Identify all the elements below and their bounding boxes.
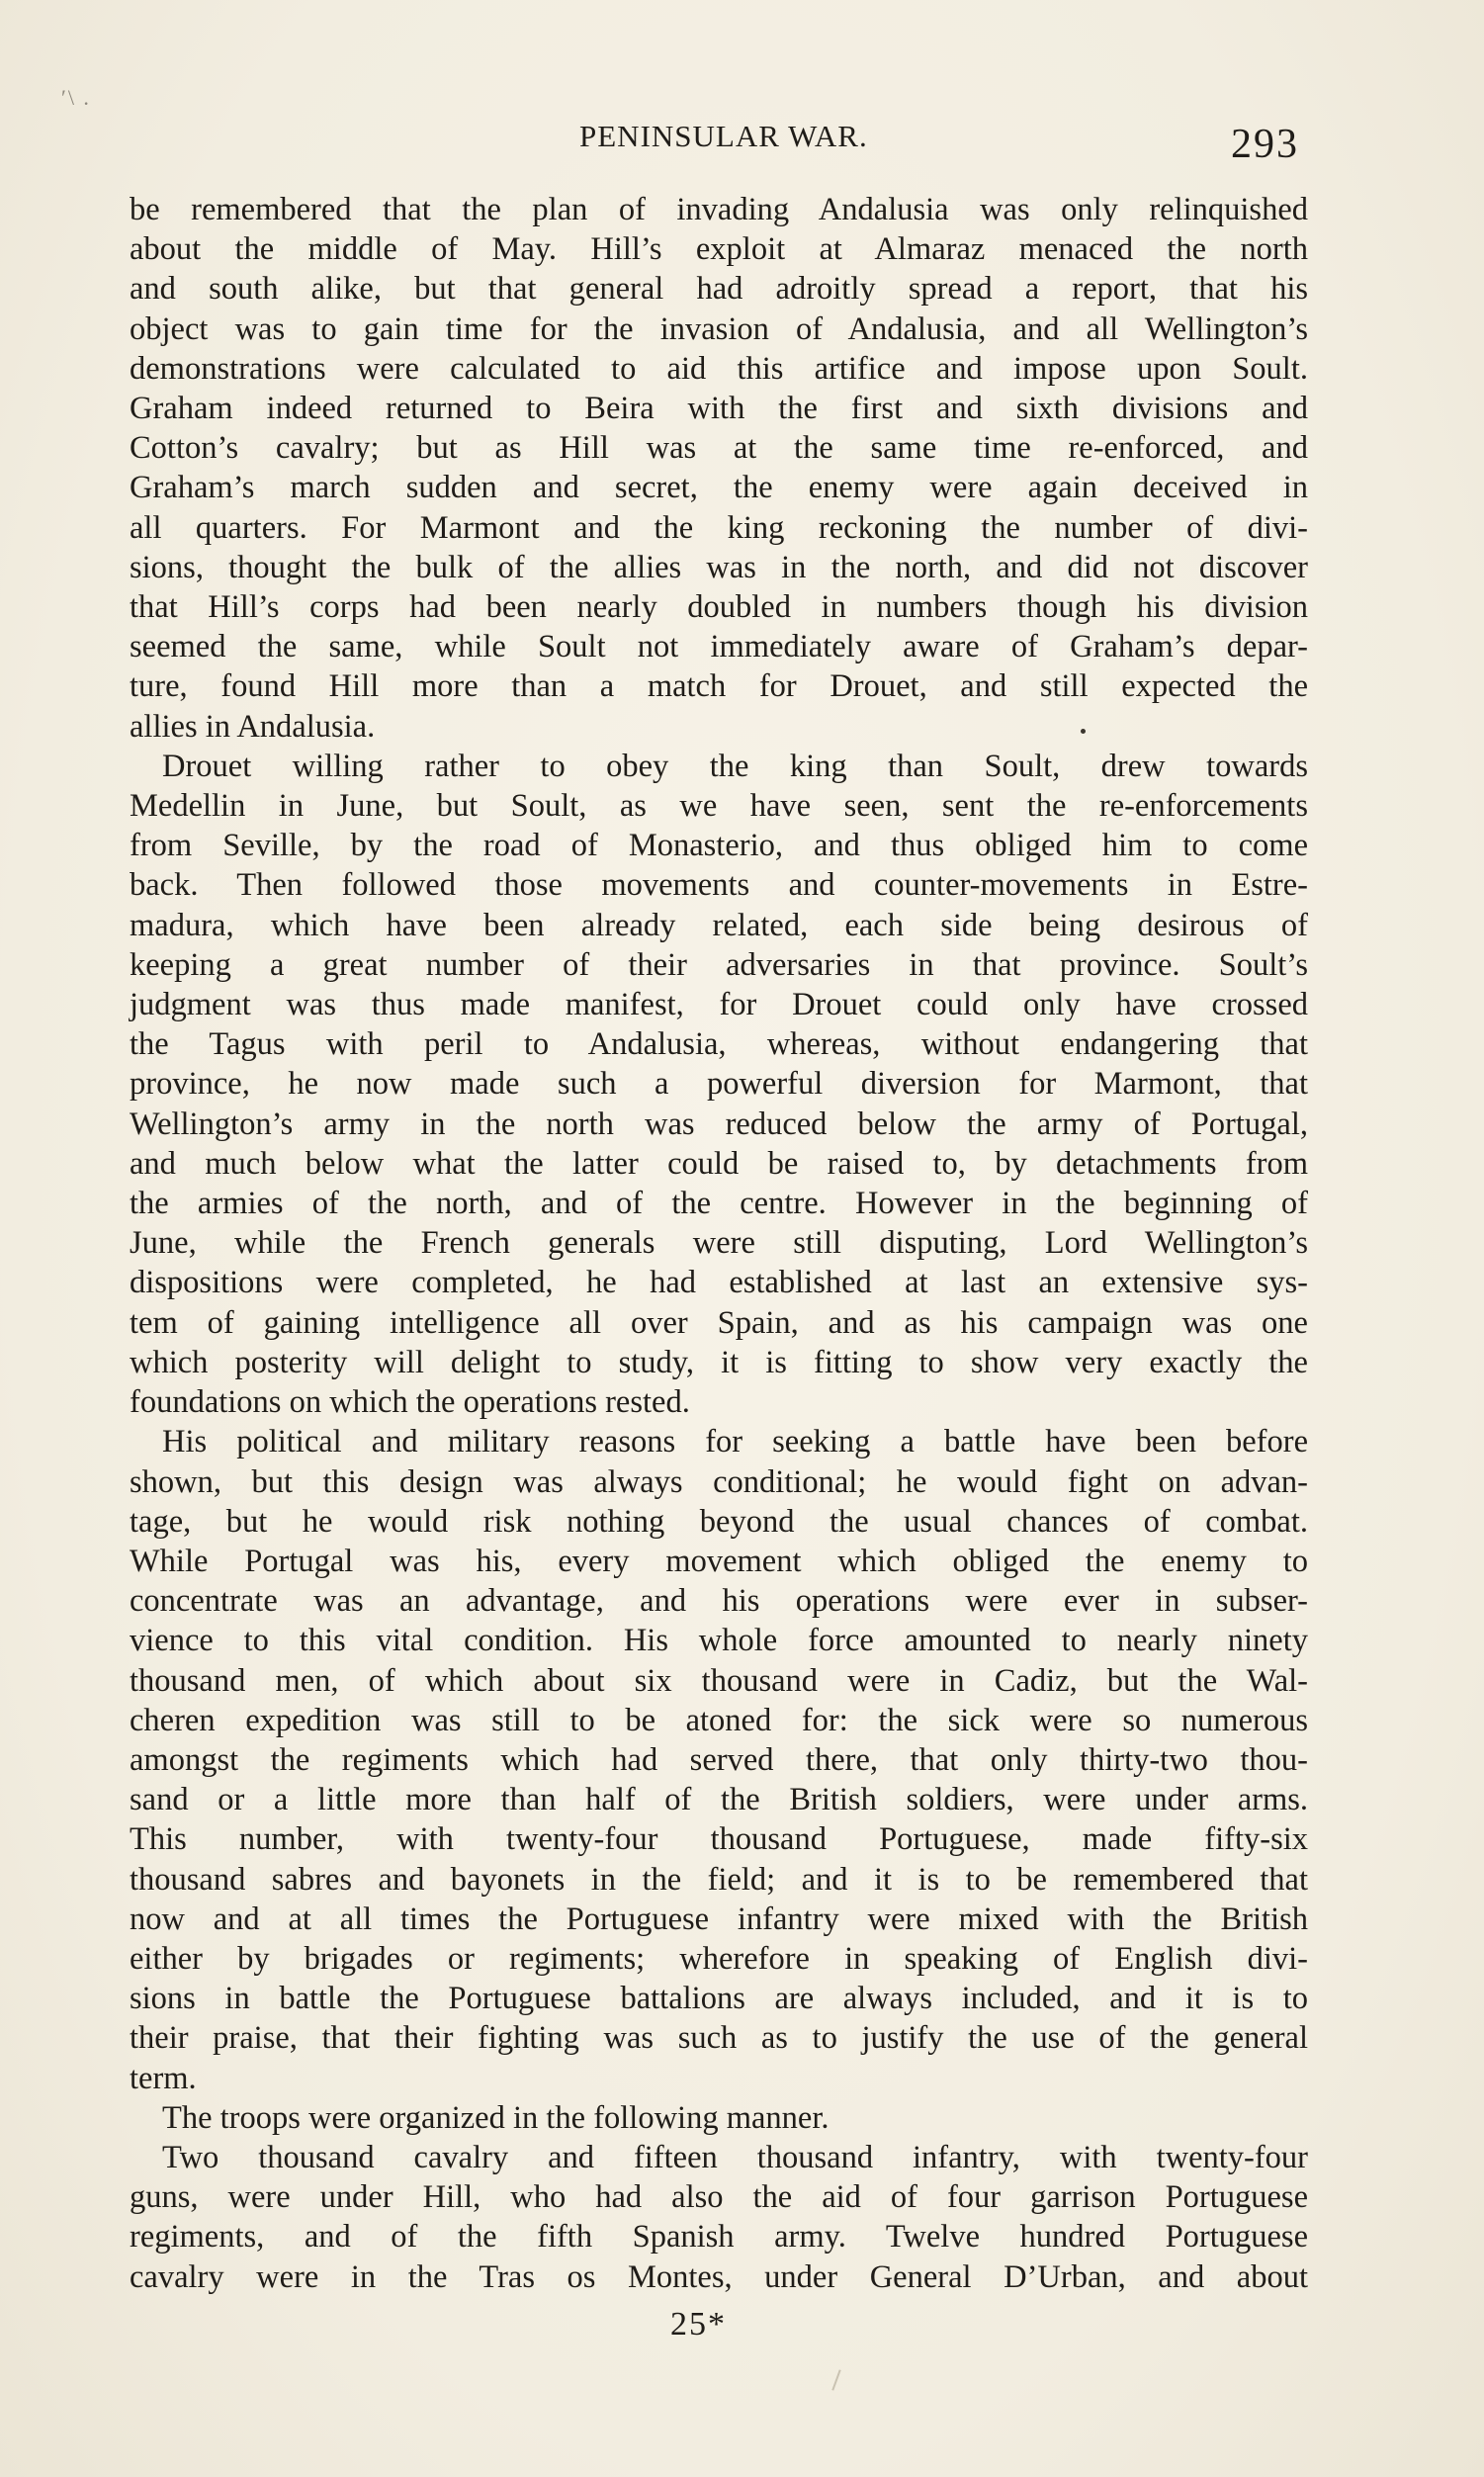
- text-line: now and at all times the Portuguese infantry were mixed with the British: [130, 1901, 1308, 1937]
- text-line: and south alike, but that general had adroitly spread a report, that his: [130, 271, 1308, 308]
- running-head: PENINSULAR WAR.: [579, 119, 868, 153]
- text-line: about the middle of May. Hill’s exploit at Almaraz menaced the north: [130, 231, 1308, 268]
- text-line: While Portugal was his, every movement which obliged the enemy to: [130, 1543, 1308, 1579]
- text-line: Drouet willing rather to obey the king than Soult, drew towards: [162, 748, 1308, 784]
- text-line: cavalry were in the Tras os Montes, under General D’Urban, and about: [130, 2258, 1308, 2295]
- text-line: tage, but he would risk nothing beyond the usual chances of combat.: [130, 1503, 1308, 1540]
- text-line: June, while the French generals were still disputing, Lord Wellington’s: [130, 1225, 1308, 1262]
- text-line: shown, but this design was always conditional; he would fight on advan-: [130, 1463, 1308, 1500]
- body-text: [130, 190, 1308, 2297]
- text-line: thousand men, of which about six thousand were in Cadiz, but the Wal-: [130, 1662, 1308, 1699]
- text-line: object was to gain time for the invasion of Andalusia, and all Wellington’s: [130, 310, 1308, 347]
- text-line: dispositions were completed, he had established at last an extensive sys-: [130, 1265, 1308, 1301]
- text-line: judgment was thus made manifest, for Drouet could only have crossed: [130, 987, 1308, 1023]
- text-line: demonstrations were calculated to aid this artifice and impose upon Soult.: [130, 350, 1308, 387]
- text-line: sions, thought the bulk of the allies was in the north, and did not discover: [130, 549, 1308, 585]
- corner-mark: ′\ .: [61, 85, 91, 110]
- text-line: vience to this vital condition. His whole force amounted to nearly ninety: [130, 1623, 1308, 1659]
- text-line: seemed the same, while Soult not immediately aware of Graham’s depar-: [130, 629, 1308, 665]
- text-line: This number, with twenty-four thousand Portuguese, made fifty-six: [130, 1821, 1308, 1858]
- text-line: which posterity will delight to study, it is fitting to show very exactly the: [130, 1344, 1308, 1380]
- text-line: His political and military reasons for seeking a battle have been before: [162, 1424, 1308, 1460]
- text-line: allies in Andalusia.: [130, 708, 376, 745]
- page-number: 293: [1231, 122, 1299, 167]
- text-line: ture, found Hill more than a match for Drouet, and still expected the: [130, 668, 1308, 705]
- text-line: all quarters. For Marmont and the king reckoning the number of divi-: [130, 509, 1308, 546]
- text-line: Wellington’s army in the north was reduced below the army of Portugal,: [130, 1106, 1308, 1142]
- text-line: their praise, that their fighting was such as to justify the use of the general: [130, 2020, 1308, 2057]
- text-line: keeping a great number of their adversaries in that province. Soult’s: [130, 946, 1308, 983]
- text-line: Graham’s march sudden and secret, the enemy were again deceived in: [130, 470, 1308, 506]
- text-line: be remembered that the plan of invading Andalusia was only relinquished: [130, 192, 1308, 227]
- text-line: from Seville, by the road of Monasterio, and thus obliged him to come: [130, 828, 1308, 864]
- text-line: sions in battle the Portuguese battalions are always included, and it is to: [130, 1981, 1308, 2017]
- text-line: tem of gaining intelligence all over Spain, and as his campaign was one: [130, 1304, 1308, 1341]
- signature-mark: 25*: [670, 2306, 727, 2343]
- text-line: concentrate was an advantage, and his operations were ever in subser-: [130, 1583, 1308, 1620]
- text-line: the Tagus with peril to Andalusia, whereas, without endangering that: [130, 1026, 1308, 1063]
- text-line: foundations on which the operations rested.: [130, 1384, 690, 1421]
- text-line: sand or a little more than half of the British soldiers, were under arms.: [130, 1782, 1308, 1818]
- text-line: cheren expedition was still to be atoned for: the sick were so numerous: [130, 1702, 1308, 1738]
- ink-dot: [1081, 729, 1086, 734]
- text-line: Medellin in June, but Soult, as we have seen, sent the re-enforcements: [130, 788, 1308, 825]
- text-line: guns, were under Hill, who had also the aid of four garrison Portuguese: [130, 2179, 1308, 2216]
- text-line: Two thousand cavalry and fifteen thousand infantry, with twenty-four: [162, 2139, 1308, 2175]
- text-line: the armies of the north, and of the centre. However in the beginning of: [130, 1186, 1308, 1222]
- text-line: madura, which have been already related, each side being desirous of: [130, 907, 1308, 943]
- text-line: either by brigades or regiments; wherefore in speaking of English divi-: [130, 1940, 1308, 1977]
- text-line: back. Then followed those movements and counter-movements in Estre-: [130, 867, 1308, 904]
- text-line: term.: [130, 2060, 197, 2096]
- paper-speck: [831, 2369, 840, 2390]
- text-line: The troops were organized in the following manner.: [162, 2099, 829, 2136]
- text-line: regiments, and of the fifth Spanish army. Twelve hundred Portuguese: [130, 2219, 1308, 2256]
- text-line: amongst the regiments which had served there, that only thirty-two thou-: [130, 1741, 1308, 1778]
- text-line: that Hill’s corps had been nearly doubled in numbers though his division: [130, 589, 1308, 626]
- text-line: province, he now made such a powerful diversion for Marmont, that: [130, 1066, 1308, 1103]
- text-line: thousand sabres and bayonets in the field; and it is to be remembered that: [130, 1861, 1308, 1898]
- text-line: Cotton’s cavalry; but as Hill was at the same time re-enforced, and: [130, 430, 1308, 467]
- text-line: Graham indeed returned to Beira with the first and sixth divisions and: [130, 391, 1308, 427]
- text-line: and much below what the latter could be raised to, by detachments from: [130, 1145, 1308, 1182]
